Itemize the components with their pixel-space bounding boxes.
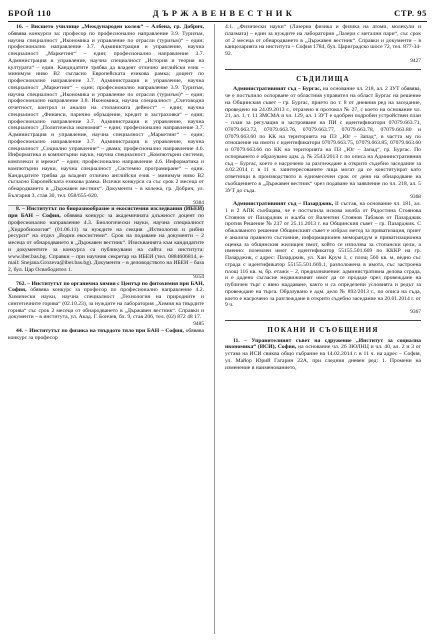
notice-code: 9427 [410,57,421,64]
issue-number: БРОЙ 110 [8,8,52,18]
notice-code: 9485 [193,321,204,327]
notice-44 [8,328,204,342]
notice-body: на основание чл. 218, ал. 2 ЗУТ обявява, че е постъпило оспорване от областния управител на област Бургас на решение на Общинския съвет – гр. Бургас, прието по т. 8 от дневния ред на заседание, проведено на 24.09.2013 г., отразено в протокол № 27, с което на основание чл. 21, ал. 1, т. 11 ЗМСМА и чл. 129, ал. 1 ЗУТ е одобрен подробен устройствен план – план за регулация и застрояване на ПИ с идентификатори 07079.663.71, 07079.663.72, 07079.663.76, 07079.663.77, 07079.663.78, 07079.663.80 и 07079.663.60 по КК на територията на ПЗ „Юг – Запад“, в частта му по отношение на имоти с идентификатори 07079.663.75, 07079.663.85, 07079.663.60 и 07079.663.66 по КК на територията на ПЗ „Юг – Запад“, гр. Бургас. По оспорването е образувано адм. д. № 2543/2013 г. по описа на Административния съд – Бургас, което е насрочено за разглеждане в открито съдебно заседание за 4.02.2014 г. в 11 ч. заинтересованите лица могат да се конституират като ответници в производството в едномесечен срок от деня на обнародване на съобщението в „Държавен вестник“ чрез подаване на заявление по чл. 218, ал. 5 ЗУТ до съда. [225,86,421,194]
notice-body: обявява конкурс за професор по професионално направление 4.2. Химически науки, научна специалност „Технология на природните и синтетичните горива“ (02.10.23), за нуждите на лаборатория „Химия на твърдите горива“ със срок 2 месеца от обнародването в „Държавен вестник“. Справки и документи – в института, ул. Акад. Г. Бончев, бл. 9, стая 206, тел. (02) 872 48 17. [8,287,204,321]
notice-lead: 11. – Управителният съвет на сдружение „Институт за социална икономика“ (ИСИ), София, [225,337,421,351]
column-divider [214,24,215,634]
notice-continuation: 4.1. „Физически науки“ (Лазерна физика и физика на атоми, молекули и плазмата) – един за нуждите на лаборатория „Лазери с метални пари“, със срок от 2 месеца от обнародването в „Държавен вестник“. Справки и документи – в канцеларията на института – София 1784, бул. Цариградско шосе 72, тел. 877-34-92. [225,24,421,57]
notice-body: II състав, на основание чл. 181, ал. 1 и 2 АПК съобщава, че е постъпила искова молба от Радостина Стоянова Стоянов от Пазарджик и жалба от Валентин Стоянов Табаков от Пазарджик против Решение № 237 от 25.11.2013 г. на Общинския съвет – гр. Пазарджик. С обжалваното решение Общинският съвет е избрал метод за приватизация, приет е анализа правното състояние, информационен меморандум и приватизационна оценка за общинския жилищен имот, който се използва за стопански цели, а именно: поземлен имот с идентификатор 55155.501.669 по КККР на гр. Пазарджик, с адрес: Пазарджик, ул. Хан Крум 1, с площ 560 кв. м, ведно със сграда с идентификатор 55155.501.669.1, разположена в имота, със застроена площ 116 кв. м, бр. етажи – 2, предназначение: административна делова сграда, и е дадено съгласие недвижимият имот да се продаде чрез провеждане на публичен търг с явно наддаване, както и са определени условията и редът за провеждане на търга. Образувано е адм. дело № 892/2013 г., по описа на съда, което е насрочено за разглеждане в открито съдебно заседание на 20.01.2014 г. от 9 ч. [225,201,421,309]
notice-lead: 8. – Институтът по биоразнообразие и екосистемни изследвания (ИБЕИ) при БАН – София, [8,206,204,219]
notice-8 [8,206,204,274]
section-divider [225,69,421,70]
notice-762 [8,281,204,322]
notice-pazardzhik [225,201,421,309]
section-divider [225,320,421,321]
notice-body: обявява конкурс за академичната длъжност доцент по професионално направление 4.3. Биологически науки, научна специалност „Хидробиология“ (01.06.11) за нуждите на секция „Ихтиология и рибни ресурси“ на отдел „Водни екосистеми“. Срок на подаване на документи – 2 месеца от обнародването в „Държавен вестник“. Изискванията към кандидатите и документите за конкурса са публикувани на сайта на института: www.iber.bas.bg. Справки – при научния секретар на ИБЕИ (тел. 0884606814, e-mail: Snejana.Grozeva@iber.bas.bg). Документи – в деловодството на ИБЕИ – база 2, бул. Цар Освободител 1. [8,213,204,273]
page-number: СТР. 95 [394,8,427,18]
newspaper-title: Д Ъ Р Ж А В Е Н В Е С Т Н И К [152,8,293,18]
notice-code: 9368 [410,194,421,201]
notice-lead: 762. – Институтът по органична химия с Център по фитохимия при БАН, София, [8,280,204,294]
notice-body: обявява конкурси за: професор по професионално направление 3.9. Туризъм, научна специалност „Икономика и управление по отрасли (туризъм)“ – един; професионално направление 3.7. Администрация и управление, научна специалност „Маркетинг“ – един; професионално направление 3.7. Администрация и управление, научна специалност „История и теория на културата“ – един. Кандидатите трябва да владеят отлично английски език – минимум ниво В2 съгласно Европейската езикова рамка; доцент по професионално направление 3.7. Администрация и управление, научна специалност „Маркетинг“ – един; професионално направление 3.9. Туризъм, научна специалност „Икономика и управление по отрасли (туризъм)“ – един; професионално направление 3.8. Икономика, научна специалност „Счетоводна отчетност, контрол и анализ на стопанската дейност“ – един; научна специалност „Финанси, парично обръщение, кредит и застраховка“ – един; професионално направление 3.7. Администрация и управление, научна специалност „Политическа икономия“ – един; професионално направление 3.7. Администрация и управление, научна специалност „Маркетинг“ – един; професионално направление 3.7. Администрация и управление, научна специалност „Социално управление“ – двама; професионално направление 4.6. Информатика и компютърни науки, научна специалност „Компютърни системи, комплекси и мрежи“ – един; професионално направление 4.6. Информатика и компютърни науки, научна специалност „Системно програмиране“ – един. Кандидатите трябва да владеят отлично английски език – минимум ниво В2 съгласно Европейската езикова рамка. Всички конкурси са със срок 2 месеца от обнародването в „Държавен вестник“. Документи – в колежа, гр. Добрич, ул. България 3, стая 30, тел. 058/655-620. [8,30,204,199]
notice-burgas [225,86,421,194]
header-divider [8,21,427,22]
notice-11 [225,338,421,372]
notice-lead: 44. – Институтът по физика на твърдото тяло при БАН – София, [16,327,184,334]
left-column [8,24,204,636]
notice-lead: Административният съд – Бургас, [233,86,322,93]
notice-16 [8,24,204,200]
page-header [8,6,427,20]
notice-lead: Административният съд – Пазарджик, [233,201,334,207]
section-title-courts: СЪДИЛИЩА [296,74,350,83]
right-column [225,24,421,636]
notice-body: обявява конкурс за професор [8,327,204,341]
notice-lead: 16. – Висшето училище „Международен колеж“ – Албена, гр. Добрич, [16,24,204,30]
notice-body: на основание чл. 26 ЗЮЛНЦ и чл. 40, ал. 2 и 3 от устава на ИСИ свиква общо събрание на 14.02.2014 г. в 11 ч. на адрес – София, ул. Майор Юрий Гагарин 22А, при следния дневен ред: 1. Промени на изменение в наименованието, [225,344,421,371]
notice-code: 9367 [410,309,421,315]
notice-code: 9384 [193,199,204,206]
notice-code: 9354 [193,273,204,280]
section-title-calls: ПОКАНИ И СЪОБЩЕНИЯ [267,325,379,334]
